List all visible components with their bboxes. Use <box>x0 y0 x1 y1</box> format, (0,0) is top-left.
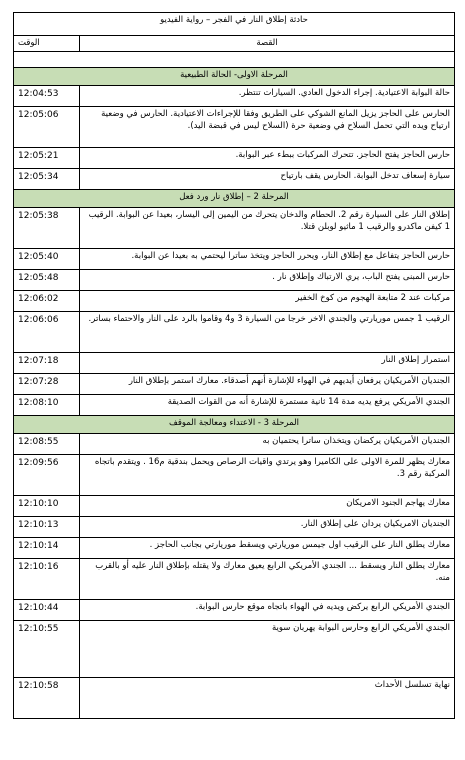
event-row <box>14 374 455 395</box>
event-description: مركبات عند 2 متابعة الهجوم من كوخ الخفير <box>80 291 455 312</box>
event-time: 12:10:10 <box>14 496 80 517</box>
event-description: معارك يطلق النار ويسقط ... الجندي الأمريكي الرابع يعيق معارك ولا يقتله بإطلاق النار عليه أو بالقرب منه. <box>80 559 455 600</box>
document-title: حادثة إطلاق النار في الفجر – رواية الفيديو <box>14 13 455 36</box>
event-row <box>14 148 455 169</box>
event-time: 12:05:21 <box>14 148 80 169</box>
event-row <box>14 107 455 148</box>
event-time: 12:08:10 <box>14 395 80 416</box>
event-time: 12:07:28 <box>14 374 80 395</box>
time-column-header: الوقت <box>14 36 80 52</box>
event-description: الجندي الأمريكي يرفع يديه مدة 14 ثانية مستمرة للإشارة أنه من القوات الصديقة <box>80 395 455 416</box>
event-time: 12:10:44 <box>14 600 80 621</box>
event-time: 12:06:02 <box>14 291 80 312</box>
phase-row <box>14 190 455 208</box>
event-description: الرقيب 1 جمس موريارتي والجندي الاخر خرجا من السيارة 3 و4 وقاموا بالرد على النار والاحتماء بساتر. <box>80 312 455 353</box>
event-description: الجندي الأمريكي الرابع وحارس البوابة يهربان سوية <box>80 621 455 678</box>
event-description: معارك يهاجم الجنود الامريكان <box>80 496 455 517</box>
event-row <box>14 678 455 719</box>
event-description: الجنديان الأمريكيان يركضان ويتخذان ساترا يحتميان به <box>80 434 455 455</box>
event-description: الجنديان الأمريكيان يرفعان أيديهم في الهواء للإشارة أنهم أصدقاء. معارك استمر بإطلاق النار <box>80 374 455 395</box>
event-description: الجنديان الامريكيان يردان على إطلاق النار. <box>80 517 455 538</box>
phase-heading: المرحلة الاولى- الحالة الطبيعية <box>14 68 455 86</box>
event-description: سيارة إسعاف تدخل البوابة. الحارس يقف بارتياح <box>80 169 455 190</box>
event-time: 12:05:06 <box>14 107 80 148</box>
event-description: معارك يظهر للمرة الاولى على الكاميرا وهو يرتدي واقيات الرصاص ويحمل بندقية م16 . ويتقدم باتجاه المركبة رقم 3. <box>80 455 455 496</box>
event-time: 12:10:55 <box>14 621 80 678</box>
event-description: نهاية تسلسل الأحداث <box>80 678 455 719</box>
event-time: 12:10:58 <box>14 678 80 719</box>
story-column-header: القصة <box>80 36 455 52</box>
timeline-table <box>13 12 455 719</box>
event-row <box>14 455 455 496</box>
event-time: 12:10:16 <box>14 559 80 600</box>
event-time: 12:05:38 <box>14 208 80 249</box>
spacer-row <box>14 52 455 68</box>
event-row <box>14 249 455 270</box>
event-row <box>14 169 455 190</box>
event-row <box>14 538 455 559</box>
event-description: معارك يطلق النار على الرقيب اول جيمس موريارتي ويسقط موريارتي بجانب الحاجز . <box>80 538 455 559</box>
phase-row <box>14 68 455 86</box>
header-row <box>14 36 455 52</box>
phase-heading: المرحلة 3 - الاعتداء ومعالجة الموقف <box>14 416 455 434</box>
event-time: 12:07:18 <box>14 353 80 374</box>
event-description: الجندي الأمريكي الرابع يركض ويديه في الهواء باتجاه موقع حارس البوابة. <box>80 600 455 621</box>
event-row <box>14 496 455 517</box>
event-description: حارس الحاجز يتفاعل مع إطلاق النار، ويحرر الحاجز ويتخذ ساترا ليحتمي به بعيدا عن البوابة. <box>80 249 455 270</box>
event-row <box>14 291 455 312</box>
event-time: 12:09:56 <box>14 455 80 496</box>
event-row <box>14 86 455 107</box>
event-description: إطلاق النار على السيارة رقم 2. الحطام والدخان يتحرك من اليمين إلى اليسار، بعيدا عن البوابة. الرقيب 1 كيفن ماكدرو والرقيب 1 ماثيو لوبلن قتلا. <box>80 208 455 249</box>
event-row <box>14 208 455 249</box>
event-time: 12:04:53 <box>14 86 80 107</box>
spacer-cell <box>14 52 455 68</box>
phase-row <box>14 416 455 434</box>
event-row <box>14 621 455 678</box>
event-time: 12:05:40 <box>14 249 80 270</box>
event-description: حالة البوابة الاعتيادية. إجراء الدخول العادي. السيارات تنتظر. <box>80 86 455 107</box>
title-row <box>14 13 455 36</box>
event-row <box>14 353 455 374</box>
event-time: 12:05:48 <box>14 270 80 291</box>
event-row <box>14 559 455 600</box>
event-time: 12:06:06 <box>14 312 80 353</box>
event-description: حارس المبنى يفتح الباب، يري الارتباك وإطلاق نار . <box>80 270 455 291</box>
event-row <box>14 312 455 353</box>
event-description: استمرار إطلاق النار <box>80 353 455 374</box>
event-time: 12:05:34 <box>14 169 80 190</box>
event-row <box>14 600 455 621</box>
event-row <box>14 517 455 538</box>
event-row <box>14 395 455 416</box>
event-description: الحارس على الحاجز يزيل المانع الشوكي على الطريق وفقا للإجراءات الاعتيادية. الحارس في وضعية ارتياح ويده التي تحمل السلاح في وضعية حرة (السلاح ليس في قبضة اليد). <box>80 107 455 148</box>
event-time: 12:10:14 <box>14 538 80 559</box>
event-description: حارس الحاجز يفتح الحاجز. تتحرك المركبات ببطء عبر البوابة. <box>80 148 455 169</box>
event-row <box>14 434 455 455</box>
event-row <box>14 270 455 291</box>
event-time: 12:10:13 <box>14 517 80 538</box>
event-time: 12:08:55 <box>14 434 80 455</box>
phase-heading: المرحلة 2 – إطلاق نار ورد فعل <box>14 190 455 208</box>
